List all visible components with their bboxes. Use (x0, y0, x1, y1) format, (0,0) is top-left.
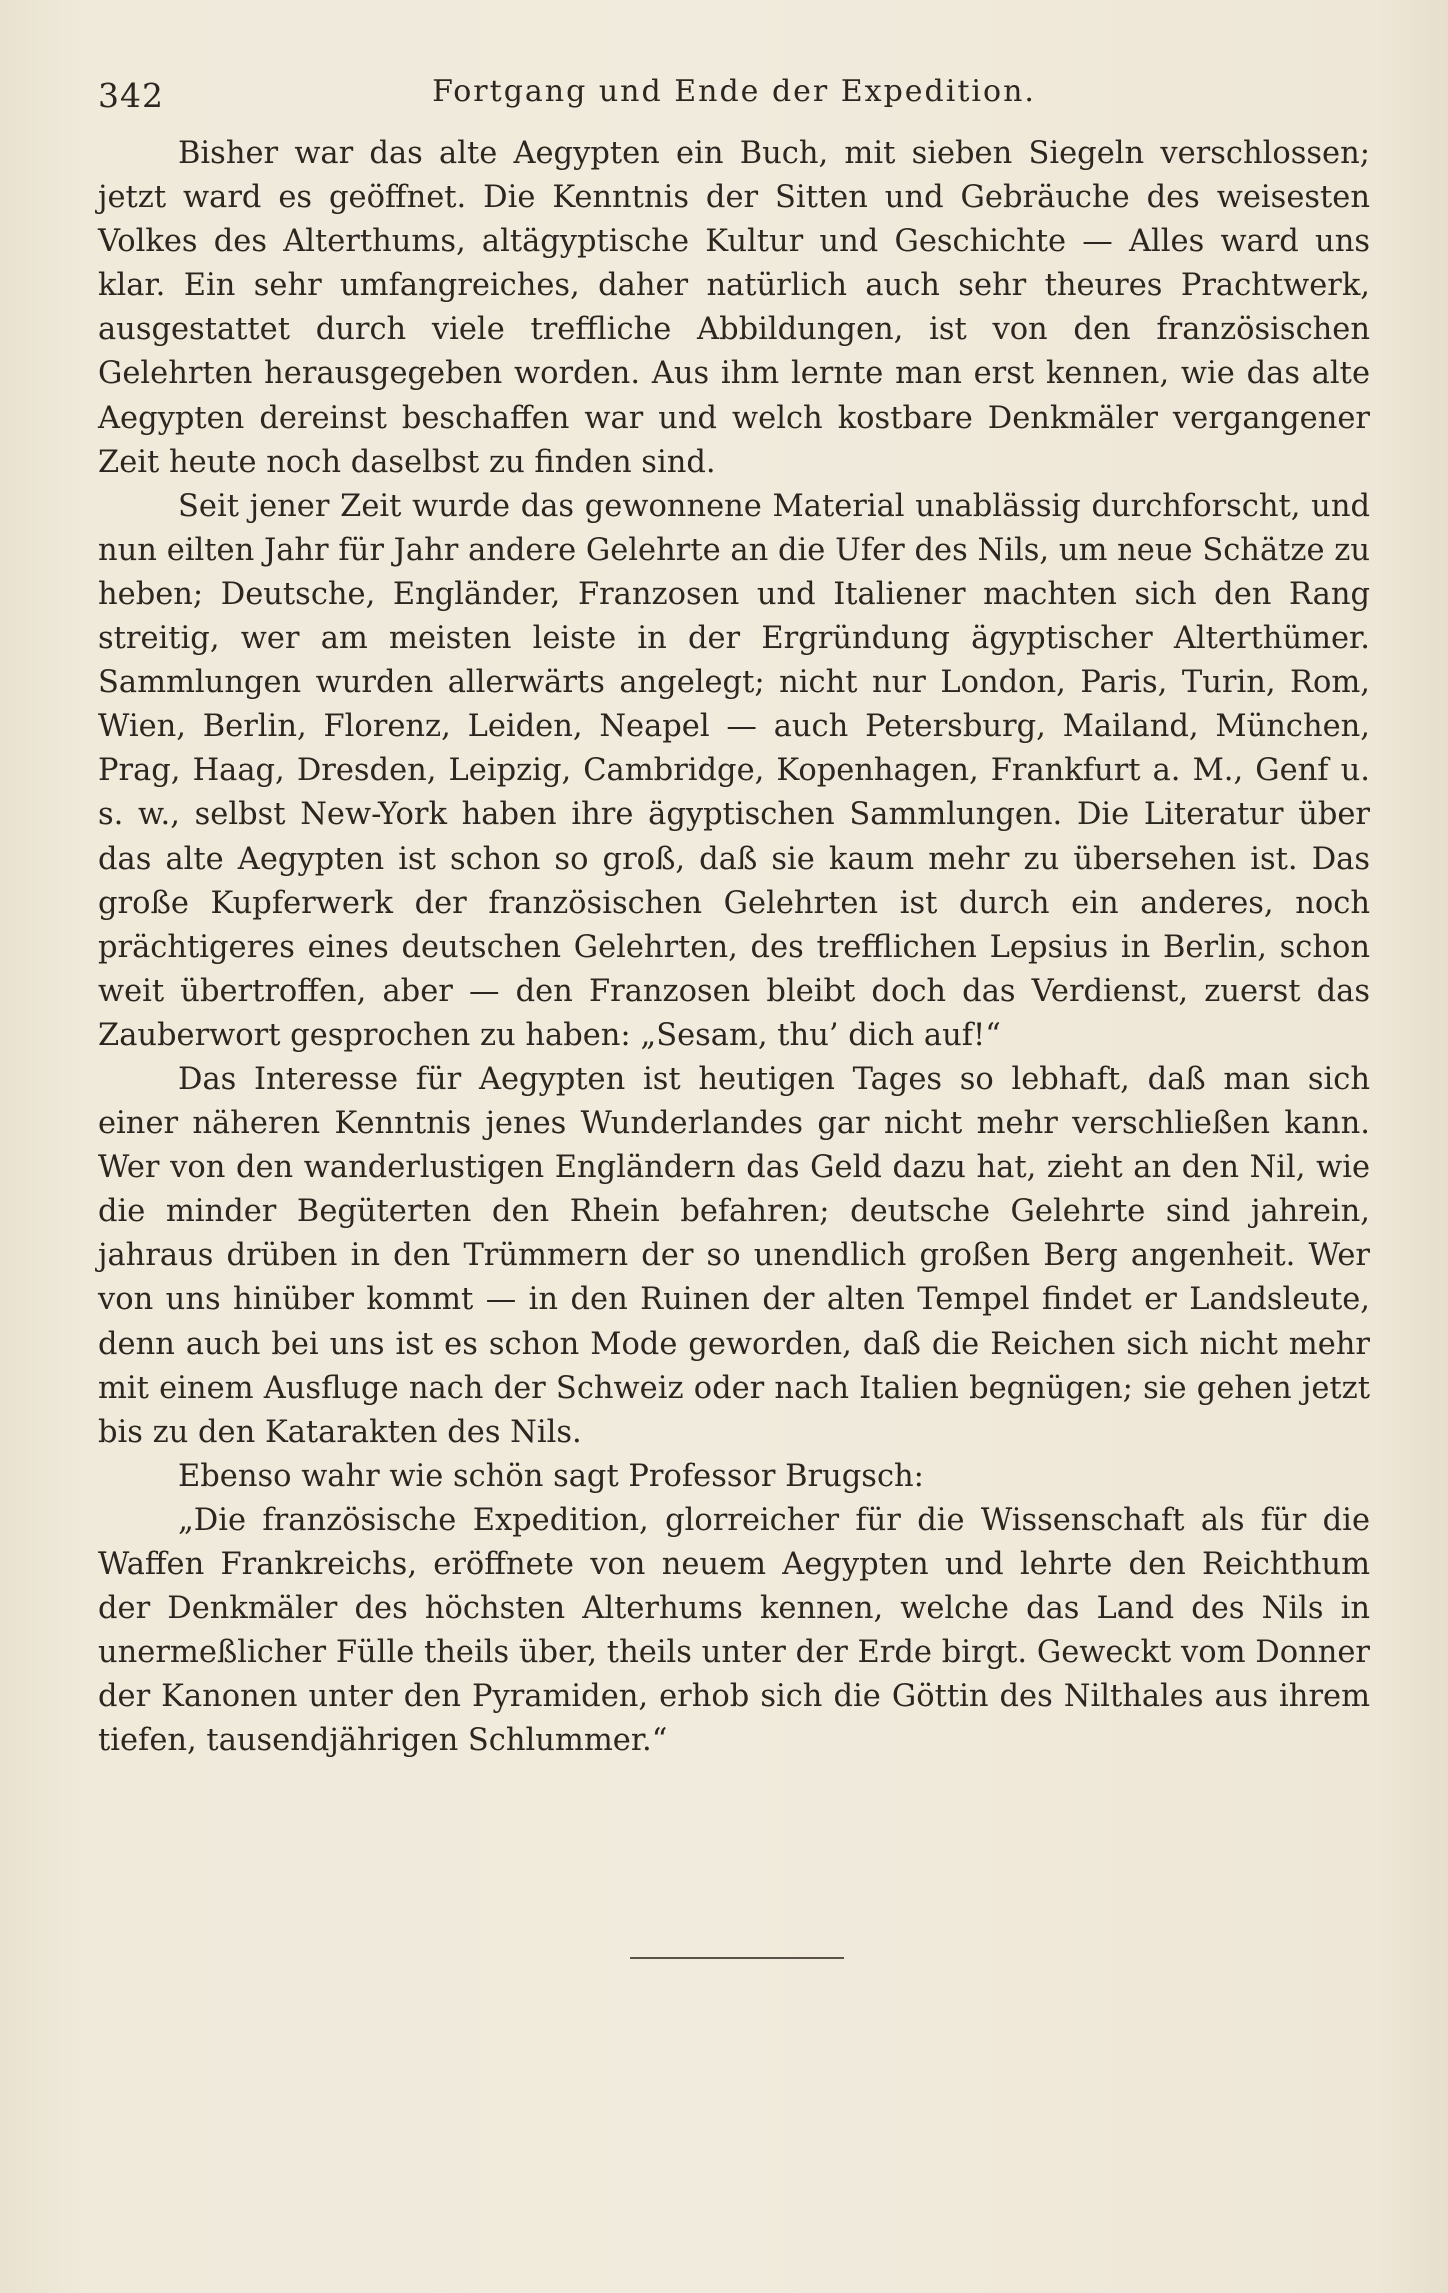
paragraph-3: Das Interesse für Aegypten ist heutigen Tages so lebhaft, daß man sich einer näheren Kenntnis jenes Wunderlandes gar nicht mehr verschließen kann. Wer von den wanderlustigen Engländern das Geld dazu hat, zieht an den Nil, wie die minder Begüterten den Rhein befahren; deutsche Gelehrte sind jahrein, jahraus drüben in den Trümmern der so unendlich großen Berg angenheit. Wer von uns hinüber kommt — in den Ruinen der alten Tempel findet er Landsleute, denn auch bei uns ist es schon Mode geworden, daß die Reichen sich nicht mehr mit einem Ausfluge nach der Schweiz oder nach Italien begnügen; sie gehen jetzt bis zu den Katarakten des Nils. (98, 1061, 1370, 1450)
quote-paragraph: „Die französische Expedition, glorreicher für die Wissenschaft als für die Waffen Frankreichs, eröffnete von neuem Aegypten und lehrte den Reichthum der Denkmäler des höchsten Alterhums kennen, welche das Land des Nils in unermeßlicher Fülle theils über, theils unter der Erde birgt. Geweckt vom Donner der Kanonen unter den Pyramiden, erhob sich die Göttin des Nilthales aus ihrem tiefen, tausendjährigen Schlummer.“ (98, 1502, 1370, 1759)
page-number: 342 (98, 76, 164, 115)
paragraph-2: Seit jener Zeit wurde das gewonnene Material unablässig durchforscht, und nun eilten Jahr für Jahr andere Gelehrte an die Ufer des Nils, um neue Schätze zu heben; Deutsche, Engländer, Franzosen und Italiener machten sich den Rang streitig, wer am meisten leiste in der Ergründung ägyptischer Alterthümer. Sammlungen wurden allerwärts angelegt; nicht nur London, Paris, Turin, Rom, Wien, Berlin, Florenz, Leiden, Neapel — auch Petersburg, Mailand, München, Prag, Haag, Dresden, Leipzig, Cambridge, Kopenhagen, Frankfurt a. M., Genf u. s. w., selbst New-York haben ihre ägyptischen Sammlungen. Die Literatur über das alte Aegypten ist schon so groß, daß sie kaum mehr zu übersehen ist. Das große Kupferwerk der französischen Gelehrten ist durch ein anderes, noch prächtigeres eines deutschen Gelehrten, des trefflichen Lepsius in Berlin, schon weit übertroffen, aber — den Franzosen bleibt doch das Verdienst, zuerst das Zauberwort gesprochen zu haben: „Sesam, thu’ dich auf!“ (98, 488, 1370, 1053)
paragraph-1: Bisher war das alte Aegypten ein Buch, mit sieben Siegeln verschlossen; jetzt ward es geöffnet. Die Kenntnis der Sitten und Gebräuche des weisesten Volkes des Alterthums, altägyptische Kultur und Geschichte — Alles ward uns klar. Ein sehr umfangreiches, daher natürlich auch sehr theures Prachtwerk, ausgestattet durch viele treffliche Abbildungen, ist von den französischen Gelehrten herausgegeben worden. Aus ihm lernte man erst kennen, wie das alte Aegypten dereinst beschaffen war und welch kostbare Denkmäler vergangener Zeit heute noch daselbst zu finden sind. (98, 136, 1370, 480)
body-text (98, 132, 1370, 1763)
end-rule (630, 1957, 844, 1959)
page-header (98, 68, 1370, 128)
paragraph-4: Ebenso wahr wie schön sagt Professor Brugsch: (178, 1458, 924, 1494)
running-title: Fortgang und Ende der Expedition. (432, 74, 1036, 109)
